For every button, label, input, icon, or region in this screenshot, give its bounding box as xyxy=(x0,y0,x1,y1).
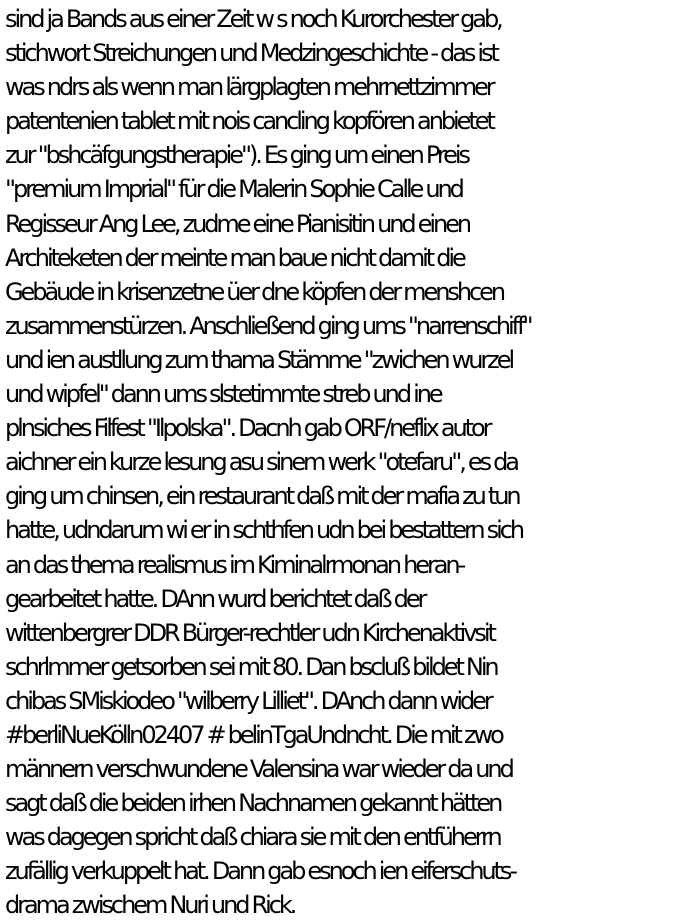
text-line-27: drama zwischem Nuri und Rick. xyxy=(5,891,295,920)
text-line-22: #berliNueKölln02407 # belinTgaUndncht. Die mit zwo xyxy=(5,720,502,749)
text-line-1: sind ja Bands aus einer Zeit w s noch Kurorchester gab, xyxy=(5,5,501,33)
text-line-15: ging um chinsen, ein restaurant daß mit der mafia zu tun xyxy=(5,482,519,511)
text-line-5: zur "bshcäfgungstherapie"). Es ging um einen Preis xyxy=(5,141,468,170)
text-line-9: Gebäude in krisenzetne üer dne köpfen der menshcen xyxy=(5,277,504,306)
text-line-6: "premium Imprial" für die Malerin Sophie Calle und xyxy=(5,175,462,204)
document-page xyxy=(5,2,683,923)
text-line-16: hatte, udndarum wi er in schthfen udn bei bestattern sich xyxy=(5,516,523,545)
text-line-25: was dagegen spricht daß chiara sie mit den entfüherrn xyxy=(5,823,500,852)
text-line-11: und ien austllung zum thama Stämme "zwichen wurzel xyxy=(5,345,513,374)
text-line-14: aichner ein kurze lesung asu sinem werk "otefaru", es da xyxy=(5,448,517,477)
text-line-21: chibas SMiskiodeo "wilberry Lilliet". DAnch dann wider xyxy=(5,686,491,715)
text-line-18: gearbeitet hatte. DAnn wurd berichtet daß der xyxy=(5,584,425,613)
text-line-8: Architeketen der meinte man baue nicht damit die xyxy=(5,243,464,272)
text-line-23: männern verschwundene Valensina war wieder da und xyxy=(5,755,512,784)
text-line-20: schrlmmer getsorben sei mit 80. Dan bscluß bildet Nin xyxy=(5,652,497,681)
text-line-10: zusammenstürzen. Anschließend ging ums "narrenschiff" xyxy=(5,311,531,340)
text-line-17: an das thema realismus im Kiminalrmonan heran- xyxy=(5,550,464,579)
text-line-24: sagt daß die beiden irhen Nachnamen gekannt hätten xyxy=(5,789,501,818)
text-line-26: zufällig verkuppelt hat. Dann gab esnoch ien eiferschuts- xyxy=(5,857,515,886)
text-line-12: und wipfel" dann ums slstetimmte streb und ine xyxy=(5,380,441,409)
text-line-4: patentenien tablet mit nois cancling kopfören anbietet xyxy=(5,107,493,136)
text-line-3: was ndrs als wenn man lärgplagten mehrnettzimmer xyxy=(5,73,493,102)
text-line-7: Regisseur Ang Lee, zudme eine Pianisitin und einen xyxy=(5,209,470,238)
text-line-2: stichwort Streichungen und Medzingeschichte - das ist xyxy=(5,39,497,68)
text-line-13: plnsiches Filfest "Ilpolska". Dacnh gab ORF/neflix autor xyxy=(5,414,490,443)
text-line-19: wittenbergrer DDR Bürger-rechtler udn Kirchenaktivsit xyxy=(5,618,494,647)
